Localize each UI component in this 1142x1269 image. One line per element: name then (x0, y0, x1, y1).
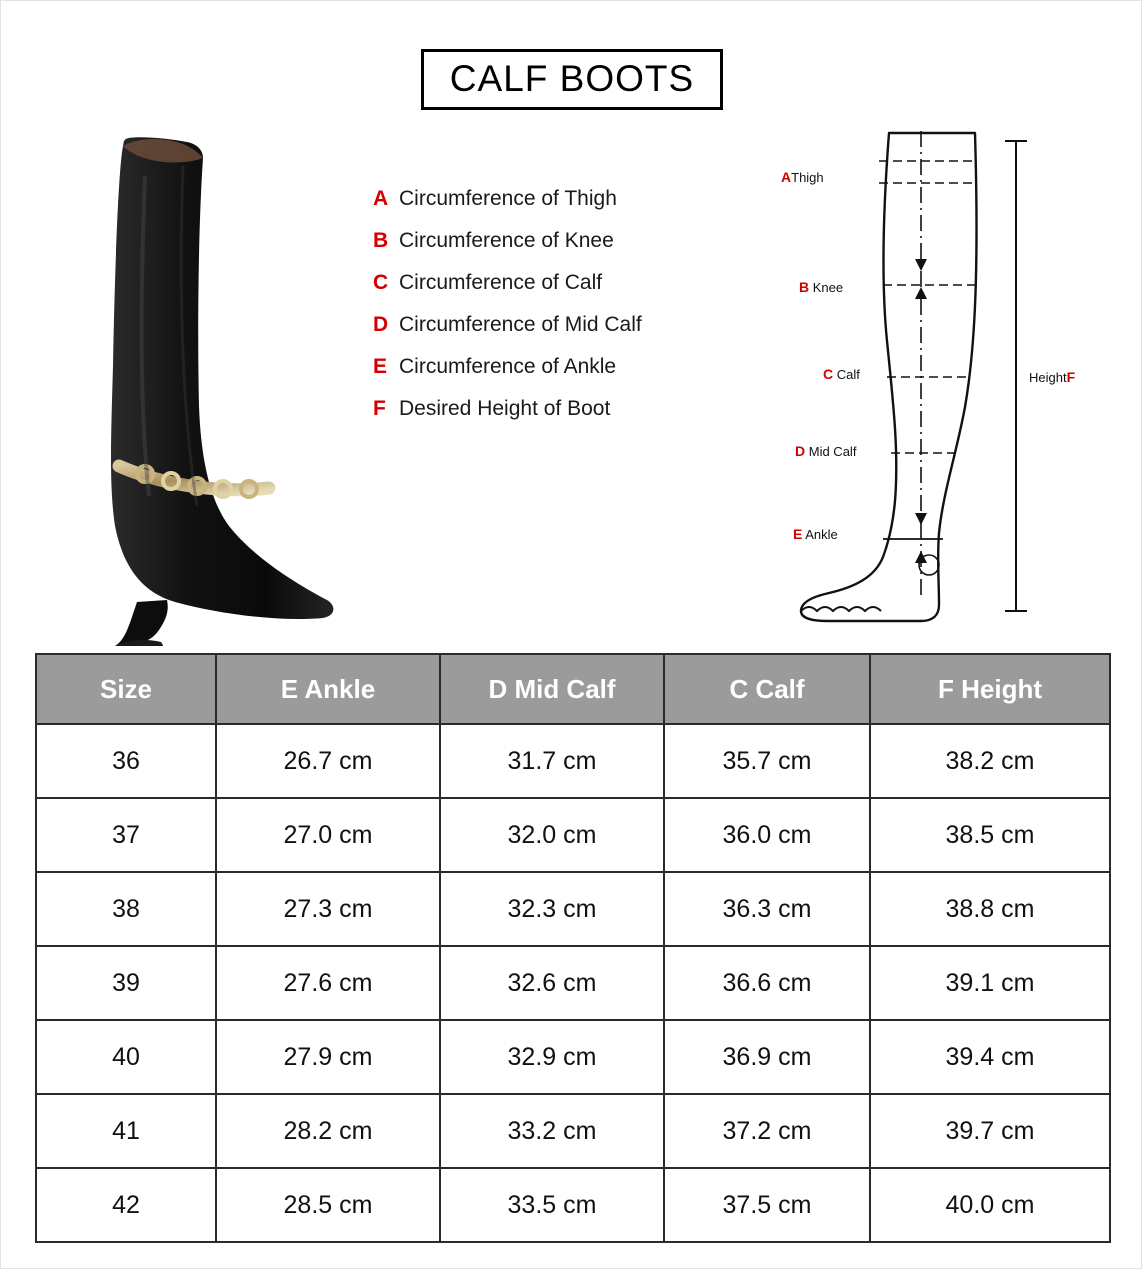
cell-calf: 36.0 cm (664, 798, 870, 872)
legend-key-c: C (373, 271, 389, 294)
table-row (36, 1168, 1110, 1242)
leg-measurement-diagram (771, 121, 1091, 631)
page-title-container (1, 49, 1142, 110)
table-row (36, 724, 1110, 798)
cell-size: 41 (36, 1094, 216, 1168)
table-row (36, 1020, 1110, 1094)
cell-ankle: 28.5 cm (216, 1168, 440, 1242)
diagram-key-thigh: A (781, 169, 792, 185)
cell-mid-calf: 32.0 cm (440, 798, 664, 872)
diagram-text-calf: Calf (836, 367, 860, 382)
table-header-row (36, 654, 1110, 724)
diagram-label-ankle (793, 526, 838, 542)
diagram-text-thigh: Thigh (791, 170, 824, 185)
legend-key-b: B (373, 229, 389, 252)
diagram-text-height: Height (1029, 370, 1067, 385)
cell-height: 40.0 cm (870, 1168, 1110, 1242)
legend-label-f: Desired Height of Boot (399, 397, 611, 420)
diagram-key-calf: C (823, 366, 834, 382)
size-chart-table (35, 653, 1111, 1243)
cell-height: 39.7 cm (870, 1094, 1110, 1168)
cell-ankle: 28.2 cm (216, 1094, 440, 1168)
cell-mid-calf: 31.7 cm (440, 724, 664, 798)
diagram-label-knee (799, 279, 843, 295)
diagram-key-midcalf: D (795, 443, 806, 459)
diagram-label-height (1029, 369, 1075, 385)
diagram-label-calf (823, 366, 860, 382)
legend-key-d: D (373, 313, 389, 336)
cell-height: 39.4 cm (870, 1020, 1110, 1094)
table-row (36, 798, 1110, 872)
cell-size: 36 (36, 724, 216, 798)
cell-height: 38.5 cm (870, 798, 1110, 872)
column-header-calf: C Calf (664, 654, 870, 724)
legend-key-a: A (373, 187, 389, 210)
cell-ankle: 27.0 cm (216, 798, 440, 872)
boot-product-image (79, 106, 379, 646)
column-header-height: F Height (870, 654, 1110, 724)
diagram-key-height: F (1066, 369, 1076, 385)
cell-size: 42 (36, 1168, 216, 1242)
column-header-ankle: E Ankle (216, 654, 440, 724)
diagram-label-thigh (781, 169, 824, 185)
legend-item-f (373, 397, 773, 421)
diagram-text-knee: Knee (812, 280, 844, 295)
cell-ankle: 27.9 cm (216, 1020, 440, 1094)
measurement-legend (373, 187, 773, 439)
legend-item-d (373, 313, 773, 337)
cell-size: 38 (36, 872, 216, 946)
legend-label-d: Circumference of Mid Calf (399, 313, 642, 336)
cell-mid-calf: 32.3 cm (440, 872, 664, 946)
cell-size: 37 (36, 798, 216, 872)
legend-label-b: Circumference of Knee (399, 229, 614, 252)
diagram-key-knee: B (799, 279, 810, 295)
page-title: CALF BOOTS (449, 58, 695, 99)
cell-ankle: 27.3 cm (216, 872, 440, 946)
cell-ankle: 27.6 cm (216, 946, 440, 1020)
table-row (36, 1094, 1110, 1168)
cell-size: 39 (36, 946, 216, 1020)
column-header-size: Size (36, 654, 216, 724)
cell-mid-calf: 32.6 cm (440, 946, 664, 1020)
cell-calf: 37.2 cm (664, 1094, 870, 1168)
diagram-text-ankle: Ankle (805, 527, 838, 542)
cell-calf: 37.5 cm (664, 1168, 870, 1242)
cell-calf: 36.3 cm (664, 872, 870, 946)
legend-item-c (373, 271, 773, 295)
table-row (36, 872, 1110, 946)
cell-calf: 35.7 cm (664, 724, 870, 798)
page-title-box (421, 49, 723, 110)
legend-label-a: Circumference of Thigh (399, 187, 617, 210)
cell-mid-calf: 32.9 cm (440, 1020, 664, 1094)
cell-calf: 36.6 cm (664, 946, 870, 1020)
cell-ankle: 26.7 cm (216, 724, 440, 798)
legend-item-e (373, 355, 773, 379)
legend-item-b (373, 229, 773, 253)
table-row (36, 946, 1110, 1020)
legend-key-e: E (373, 355, 388, 378)
legend-label-c: Circumference of Calf (399, 271, 603, 294)
cell-height: 38.8 cm (870, 872, 1110, 946)
column-header-mid-calf: D Mid Calf (440, 654, 664, 724)
cell-height: 38.2 cm (870, 724, 1110, 798)
legend-label-e: Circumference of Ankle (399, 355, 617, 378)
cell-mid-calf: 33.2 cm (440, 1094, 664, 1168)
cell-mid-calf: 33.5 cm (440, 1168, 664, 1242)
diagram-text-midcalf: Mid Calf (808, 444, 857, 459)
cell-calf: 36.9 cm (664, 1020, 870, 1094)
cell-size: 40 (36, 1020, 216, 1094)
legend-key-f: F (373, 397, 386, 420)
legend-item-a (373, 187, 773, 211)
cell-height: 39.1 cm (870, 946, 1110, 1020)
diagram-key-ankle: E (793, 526, 803, 542)
diagram-label-midcalf (795, 443, 856, 459)
